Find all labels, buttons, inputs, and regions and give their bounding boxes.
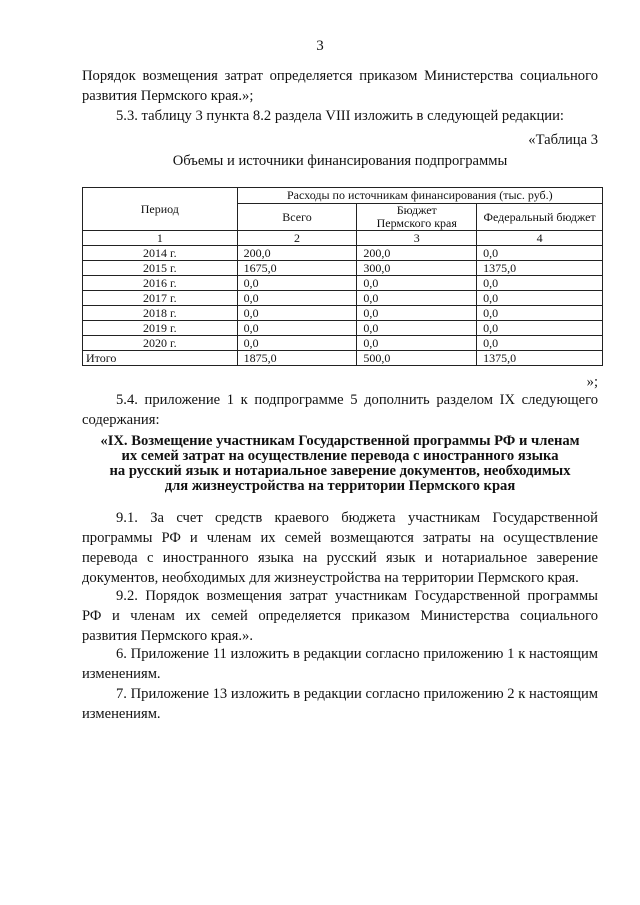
cell-period-total: Итого — [83, 351, 238, 366]
cell-total: 0,0 — [237, 276, 357, 291]
cell-federal: 0,0 — [477, 306, 603, 321]
table-row — [83, 246, 603, 261]
item-6: 6. Приложение 11 изложить в редакции согласно приложению 1 к настоящим изменениям. — [82, 646, 598, 682]
table-title: Объемы и источники финансирования подпрограммы — [172, 153, 508, 169]
cell-regional: 200,0 — [357, 246, 477, 261]
cell-period: 2018 г. — [83, 306, 238, 321]
table-row — [83, 306, 603, 321]
cell-federal: 1375,0 — [477, 261, 603, 276]
cell-period: 2020 г. — [83, 336, 238, 351]
cell-total: 0,0 — [237, 306, 357, 321]
item-5-4: 5.4. приложение 1 к подпрограмме 5 дополнить разделом IX следующего содержания: — [82, 392, 598, 428]
index-cell: 3 — [357, 231, 477, 246]
section-heading-line: «IX. Возмещение участникам Государственной программы РФ и членам — [100, 433, 580, 449]
section-heading — [82, 434, 598, 494]
cell-regional-sum: 500,0 — [357, 351, 477, 366]
cell-period: 2015 г. — [83, 261, 238, 276]
index-cell: 2 — [237, 231, 357, 246]
cell-period: 2017 г. — [83, 291, 238, 306]
section-heading-line: для жизнеустройства на территории Пермского края — [164, 478, 516, 494]
index-cell: 4 — [477, 231, 603, 246]
intro-paragraph: Порядок возмещения затрат определяется приказом Министерства социального развития Пермского края.»; — [82, 68, 598, 104]
header-federal-budget: Федеральный бюджет — [477, 204, 603, 231]
index-cell: 1 — [83, 231, 238, 246]
cell-total: 0,0 — [237, 336, 357, 351]
item-5-3: 5.3. таблицу 3 пункта 8.2 раздела VIII изложить в следующей редакции: — [116, 108, 564, 124]
table-total-row — [83, 351, 603, 366]
cell-regional: 300,0 — [357, 261, 477, 276]
cell-regional: 0,0 — [357, 276, 477, 291]
cell-regional: 0,0 — [357, 321, 477, 336]
table-end-quote: »; — [586, 374, 598, 390]
header-period: Период — [83, 188, 238, 231]
header-regional-budget — [357, 204, 477, 231]
cell-total: 0,0 — [237, 291, 357, 306]
table-row — [83, 261, 603, 276]
item-9-1: 9.1. За счет средств краевого бюджета участникам Государственной программы РФ и членам их семей возмещаются затраты на осуществление перевода с иностранного языка на русский язык и нотариальное заверение документов, необходимых для жизнеустройства на территории Пермского края. — [82, 510, 598, 586]
cell-federal: 0,0 — [477, 291, 603, 306]
header-regional-line1: Бюджет — [396, 203, 437, 217]
item-9-2: 9.2. Порядок возмещения затрат участникам Государственной программы РФ и членам их семей определяется приказом Министерства социального развития Пермского края.». — [82, 588, 598, 644]
cell-period: 2019 г. — [83, 321, 238, 336]
header-total: Всего — [237, 204, 357, 231]
cell-total: 1675,0 — [237, 261, 357, 276]
cell-regional: 0,0 — [357, 336, 477, 351]
table-row — [83, 276, 603, 291]
cell-regional: 0,0 — [357, 291, 477, 306]
cell-federal: 0,0 — [477, 321, 603, 336]
cell-regional: 0,0 — [357, 306, 477, 321]
cell-period: 2016 г. — [83, 276, 238, 291]
cell-federal-sum: 1375,0 — [477, 351, 603, 366]
table-row — [83, 321, 603, 336]
financing-table — [82, 187, 603, 366]
header-funding-sources: Расходы по источникам финансирования (тыс. руб.) — [237, 188, 602, 204]
cell-federal: 0,0 — [477, 336, 603, 351]
cell-total-sum: 1875,0 — [237, 351, 357, 366]
page-number: 3 — [316, 38, 324, 54]
section-heading-line: на русский язык и нотариальное заверение документов, необходимых — [109, 463, 571, 479]
cell-federal: 0,0 — [477, 276, 603, 291]
table-row — [83, 291, 603, 306]
item-7: 7. Приложение 13 изложить в редакции согласно приложению 2 к настоящим изменениям. — [82, 686, 598, 722]
table-row — [83, 336, 603, 351]
header-regional-line2: Пермского края — [376, 216, 457, 230]
table-label: «Таблица 3 — [528, 132, 598, 148]
cell-federal: 0,0 — [477, 246, 603, 261]
cell-total: 0,0 — [237, 321, 357, 336]
cell-total: 200,0 — [237, 246, 357, 261]
section-heading-line: их семей затрат на осуществление перевода с иностранного языка — [121, 448, 559, 464]
cell-period: 2014 г. — [83, 246, 238, 261]
